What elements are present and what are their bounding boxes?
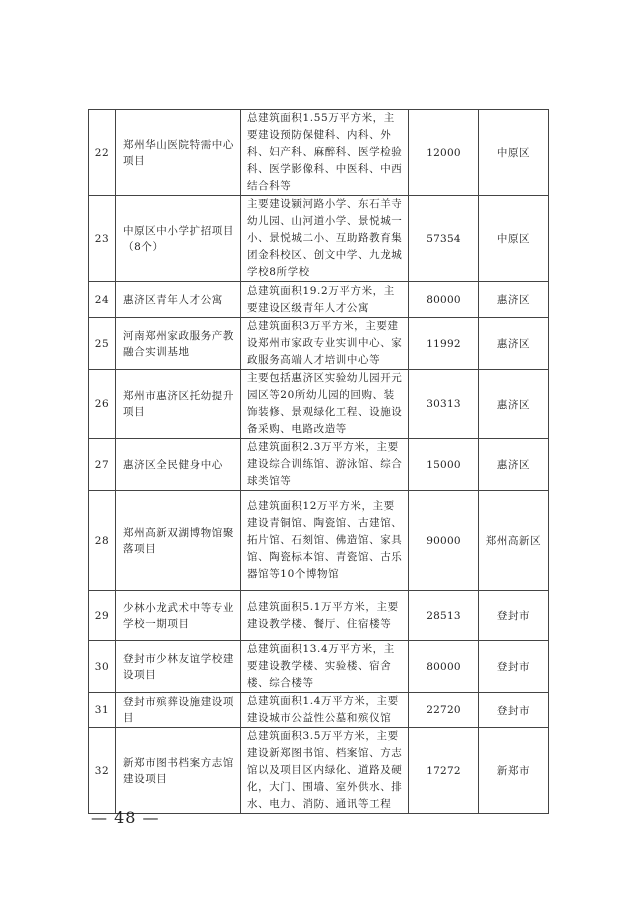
table-row [89, 728, 549, 814]
table-row [89, 110, 549, 196]
project-description: 主要建设颍河路小学、东石羊寺幼儿园、山河道小学、景悦城一小、景悦城二小、互助路教育集团金科校区、创文中学、九龙城学校8所学校 [241, 196, 409, 282]
project-description: 主要包括惠济区实验幼儿园开元园区等20所幼儿园的回购、装饰装修、景观绿化工程、设施设备采购、电路改造等 [241, 370, 409, 439]
row-number: 23 [89, 196, 116, 282]
table-row [89, 439, 549, 491]
row-number: 31 [89, 693, 116, 728]
page-number: — 48 — [91, 808, 160, 827]
investment-amount: 30313 [409, 370, 479, 439]
investment-amount: 15000 [409, 439, 479, 491]
project-area: 郑州高新区 [479, 491, 549, 591]
investment-amount: 80000 [409, 282, 479, 318]
project-description: 总建筑面积2.3万平方米，主要建设综合训练馆、游泳馆、综合球类馆等 [241, 439, 409, 491]
row-number: 26 [89, 370, 116, 439]
investment-amount: 28513 [409, 591, 479, 641]
row-number: 25 [89, 318, 116, 370]
investment-amount: 22720 [409, 693, 479, 728]
investment-amount: 57354 [409, 196, 479, 282]
project-name: 登封市少林友谊学校建设项目 [116, 641, 241, 693]
row-number: 30 [89, 641, 116, 693]
investment-amount: 90000 [409, 491, 479, 591]
project-description: 总建筑面积3万平方米，主要建设郑州市家政专业实训中心、家政服务高端人才培训中心等 [241, 318, 409, 370]
project-area: 登封市 [479, 693, 549, 728]
project-name: 中原区中小学扩招项目（8个） [116, 196, 241, 282]
project-name: 登封市殡葬设施建设项目 [116, 693, 241, 728]
row-number: 29 [89, 591, 116, 641]
project-description: 总建筑面积1.55万平方米，主要建设预防保健科、内科、外科、妇产科、麻醉科、医学检验科、医学影像科、中医科、中西结合科等 [241, 110, 409, 196]
table-body [89, 110, 549, 814]
table-row [89, 370, 549, 439]
project-name: 郑州市惠济区托幼提升项目 [116, 370, 241, 439]
project-name: 少林小龙武术中等专业学校一期项目 [116, 591, 241, 641]
table-row [89, 491, 549, 591]
row-number: 22 [89, 110, 116, 196]
table-row [89, 641, 549, 693]
investment-amount: 80000 [409, 641, 479, 693]
project-area: 新郑市 [479, 728, 549, 814]
project-name: 郑州高新双湖博物馆聚落项目 [116, 491, 241, 591]
project-area: 惠济区 [479, 439, 549, 491]
project-name: 新郑市图书档案方志馆建设项目 [116, 728, 241, 814]
row-number: 28 [89, 491, 116, 591]
investment-amount: 12000 [409, 110, 479, 196]
project-description: 总建筑面积13.4万平方米，主要建设教学楼、实验楼、宿舍楼、综合楼等 [241, 641, 409, 693]
project-description: 总建筑面积19.2万平方米，主要建设区级青年人才公寓 [241, 282, 409, 318]
table-row [89, 693, 549, 728]
project-description: 总建筑面积3.5万平方米，主要建设新郑图书馆、档案馆、方志馆以及项目区内绿化、道路及硬化，大门、围墙、室外供水、排水、电力、消防、通讯等工程 [241, 728, 409, 814]
project-table [88, 109, 549, 814]
project-description: 总建筑面积1.4万平方米，主要建设城市公益性公墓和殡仪馆 [241, 693, 409, 728]
row-number: 27 [89, 439, 116, 491]
table-row [89, 196, 549, 282]
project-area: 惠济区 [479, 370, 549, 439]
project-description: 总建筑面积5.1万平方米，主要建设教学楼、餐厅、住宿楼等 [241, 591, 409, 641]
project-description: 总建筑面积12万平方米，主要建设青铜馆、陶瓷馆、古建馆、拓片馆、石刻馆、佛造馆、家具馆、陶瓷标本馆、青瓷馆、古乐器馆等10个博物馆 [241, 491, 409, 591]
project-area: 中原区 [479, 196, 549, 282]
project-area: 登封市 [479, 641, 549, 693]
table-row [89, 591, 549, 641]
row-number: 32 [89, 728, 116, 814]
row-number: 24 [89, 282, 116, 318]
investment-amount: 11992 [409, 318, 479, 370]
project-name: 郑州华山医院特需中心项目 [116, 110, 241, 196]
project-area: 惠济区 [479, 282, 549, 318]
table-row [89, 282, 549, 318]
project-name: 惠济区全民健身中心 [116, 439, 241, 491]
table-row [89, 318, 549, 370]
project-area: 惠济区 [479, 318, 549, 370]
project-name: 惠济区青年人才公寓 [116, 282, 241, 318]
investment-amount: 17272 [409, 728, 479, 814]
project-area: 中原区 [479, 110, 549, 196]
project-name: 河南郑州家政服务产教融合实训基地 [116, 318, 241, 370]
project-area: 登封市 [479, 591, 549, 641]
